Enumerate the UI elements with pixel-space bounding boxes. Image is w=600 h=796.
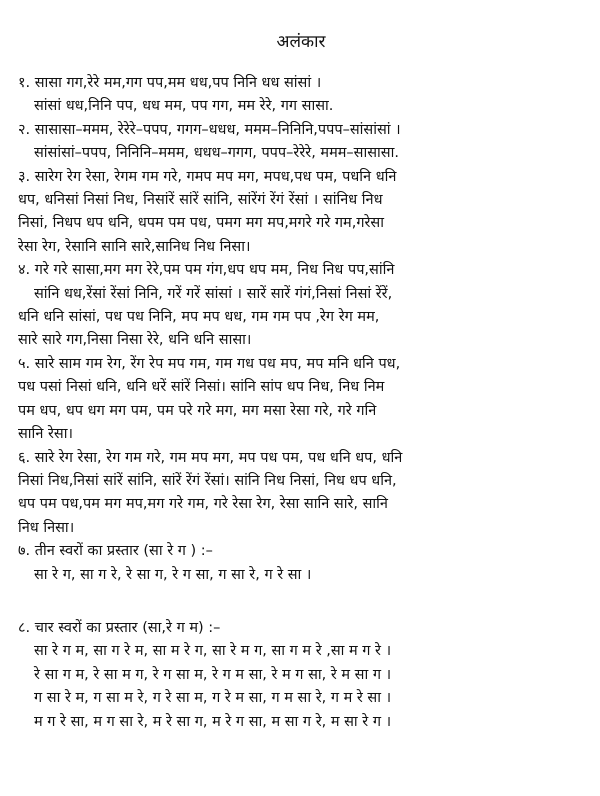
exercise-6 [18,447,584,541]
exercise-line: १. सासा गग,रेरे मम,गग पप,मम धध,पप निनि धध सांसां । [18,75,322,91]
exercise-line: सारे सारे गग,निसा निसा रेरे, धनि धनि सासा। [18,332,252,349]
exercise-4 [18,259,584,353]
page-title: अलंकार [276,32,326,52]
exercise-line: सानि रेसा। [18,426,73,443]
exercise-1 [18,72,584,119]
exercise-line: रे सा ग म, रे सा म ग, रे ग सा म, रे ग म सा, रे म ग सा, रे म सा ग । [34,666,392,683]
exercise-line: धप पम पध,पम मग मप,मग गरे गम, गरे रेसा रेग, रेसा सानि सारे, सानि [18,496,388,513]
exercise-line: निसां निध,निसां सांरें सांनि, सांरें रेंगं रेंसां। सांनि निध निसां, निध धप धनि, [18,472,397,489]
exercise-line: म ग रे सा, म ग सा रे, म रे सा ग, म रे ग सा, म सा ग रे, म सा रे ग । [34,713,392,730]
exercise-line: ७. तीन स्वरों का प्रस्तार (सा रे ग ) :– [18,543,213,560]
exercise-line: धप, धनिसां निसां निध, निसांरें सांरें सांनि, सांरेंगं रेंगं रेंसां । सांनिध निध [18,192,383,209]
exercise-line: निध निसा। [18,519,75,536]
exercise-2 [18,119,584,166]
exercise-line: ८. चार स्वरों का प्रस्तार (सा,रे ग म) :– [18,619,221,636]
exercise-line: ३. सारेग रेग रेसा, रेगम गम गरे, गमप मप मग, मपध,पध पम, पधनि धनि [18,168,397,185]
exercise-line: रेसा रेग, रेसानि सानि सारे,सानिध निध निसा। [18,238,251,255]
exercise-line: २. सासासा–ममम, रेरेरे–पपप, गगग–धधध, ममम–निनिनि,पपप–सांसांसां । [18,121,401,138]
exercise-line: सांनि धध,रेंसां रेंसां निनि, गरें गरें सांसां । सारें सारें गंगं,निसां निसां रेंरें, [34,285,393,302]
exercise-line: सांसां धध,निनि पप, धध मम, पप गग, मम रेरे, गग सासा. [34,98,334,115]
exercise-line: पध पसां निसां धनि, धनि धरें सांरें निसां। सांनि सांप धप निध, निध निम [18,379,385,396]
exercise-line: ४. गरे गरे सासा,मग मग रेरे,पम पम गंग,धप धप मम, निध निध पप,सांनि [18,262,395,279]
exercise-5 [18,353,584,447]
exercise-line: ५. सारे साम गम रेग, रेंग रेप मप गम, गम गध पध मप, मप मनि धनि पध, [18,355,401,372]
exercise-line: निसां, निधप धप धनि, धपम पम पध, पमग मग मप,मगरे गरे गम,गरेसा [18,215,384,232]
exercise-line: सांसांसां–पपप, निनिनि–ममम, धधध–गगग, पपप–रेरेरे, ममम–सासासा. [34,145,399,162]
exercise-7 [18,540,584,587]
exercise-8 [18,617,584,734]
exercise-line: ६. सारे रेग रेसा, रेग गम गरे, गम मप मग, मप पध पम, पध धनि धप, धनि [18,449,403,466]
exercise-line: सा रे ग म, सा ग रे म, सा म रे ग, सा रे म ग, सा ग म रे ,सा म ग रे । [34,643,392,660]
spacer [18,587,584,617]
exercise-line: धनि धनि सांसां, पध पध निनि, मप मप धध, गम गम पप ,रेग रेग मम, [18,309,380,326]
exercise-line: पम धप, धप धग मग पम, पम परे गरे मग, मग मसा रेसा गरे, गरे गनि [18,402,377,419]
exercise-line: सा रे ग, सा ग रे, रे सा ग, रे ग सा, ग सा रे, ग रे सा । [34,566,312,583]
exercise-3 [18,166,584,260]
exercise-line: ग सा रे म, ग सा म रे, ग रे सा म, ग रे म सा, ग म सा रे, ग म रे सा । [34,690,392,707]
